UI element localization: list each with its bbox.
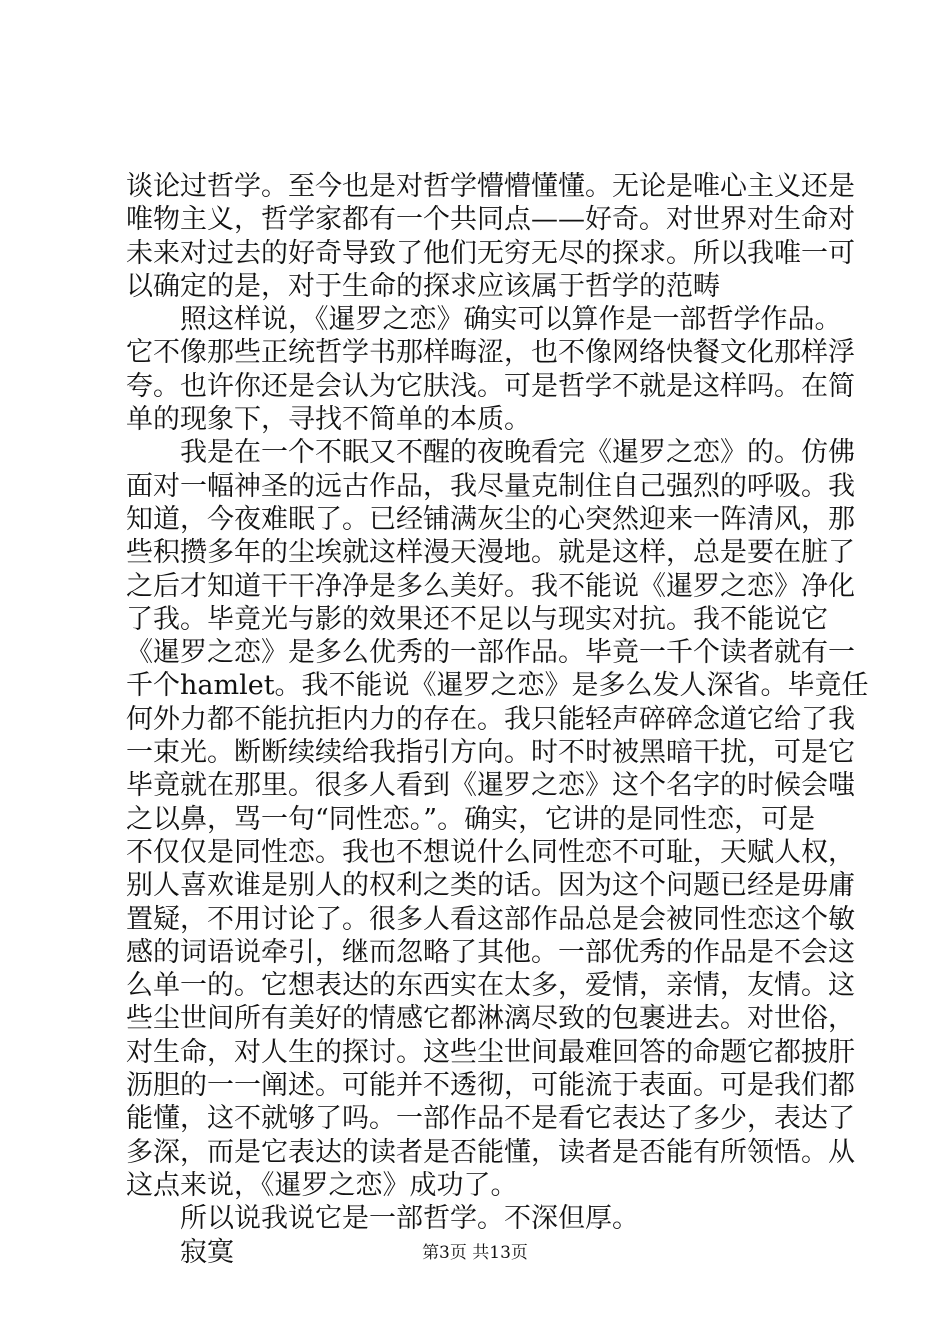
text-line: 置疑，不用讨论了。很多人看这部作品总是会被同性恋这个敏 [126,903,855,935]
text-line: 单的现象下，寻找不简单的本质。 [126,404,531,436]
text-line: 以确定的是，对于生命的探求应该属于哲学的范畴 [126,270,720,302]
text-line: 了我。毕竟光与影的效果还不足以与现实对抗。我不能说它 [126,603,828,635]
text-line: 之后才知道干干净净是多么美好。我不能说《暹罗之恋》净化 [126,570,855,602]
text-line: 何外力都不能抗拒内力的存在。我只能轻声碎碎念道它给了我 [126,703,855,735]
text-line: 对生命，对人生的探讨。这些尘世间最难回答的命题它都披肝 [126,1036,855,1068]
paragraph [126,170,855,303]
text-line: 毕竟就在那里。很多人看到《暹罗之恋》这个名字的时候会嗤 [126,770,855,802]
text-line: 《暹罗之恋》是多么优秀的一部作品。毕竟一千个读者就有一 [126,637,855,669]
text-line: 一束光。断断续续给我指引方向。时不时被黑暗干扰，可是它 [126,737,855,769]
page-footer: 第3页 共13页 [422,1243,528,1263]
paragraph [126,303,855,436]
text-line: 这点来说，《暹罗之恋》成功了。 [126,1169,518,1201]
text-line: 未来对过去的好奇导致了他们无穷无尽的探求。所以我唯一可 [126,237,855,269]
paragraph [126,436,869,1202]
document-body [126,170,869,1269]
text-line: 谈论过哲学。至今也是对哲学懵懵懂懂。无论是唯心主义还是 [126,171,855,202]
text-line: 沥胆的一一阐述。可能并不透彻，可能流于表面。可是我们都 [126,1070,855,1102]
text-line: 我是在一个不眠又不醒的夜晚看完《暹罗之恋》的。仿佛 [180,437,855,469]
paragraph [126,1202,833,1235]
text-line: 唯物主义，哲学家都有一个共同点——好奇。对世界对生命对 [126,204,855,236]
text-line: 些尘世间所有美好的情感它都淋漓尽致的包裹进去。对世俗， [126,1003,855,1035]
text-line: 感的词语说牵引，继而忽略了其他。一部优秀的作品是不会这 [126,936,855,968]
text-line: 么单一的。它想表达的东西实在太多，爱情，亲情，友情。这 [126,970,855,1002]
text-line: 它不像那些正统哲学书那样晦涩，也不像网络快餐文化那样浮 [126,337,855,369]
text-line: 之以鼻，骂一句“同性恋。”。确实，它讲的是同性恋，可是 [126,803,816,835]
text-line: 夸。也许你还是会认为它肤浅。可是哲学不就是这样吗。在简 [126,370,855,402]
text-line: 所以说我说它是一部哲学。不深但厚。 [180,1203,639,1235]
text-line: 多深，而是它表达的读者是否能懂，读者是否能有所领悟。从 [126,1136,855,1168]
text-line: 不仅仅是同性恋。我也不想说什么同性恋不可耻，天赋人权， [126,836,855,868]
text-line: 些积攒多年的尘埃就这样漫天漫地。就是这样，总是要在脏了 [126,537,855,569]
text-line: 能懂，这不就够了吗。一部作品不是看它表达了多少，表达了 [126,1103,855,1135]
text-line: 千个hamlet。我不能说《暹罗之恋》是多么发人深省。毕竟任 [126,670,869,702]
text-line: 照这样说，《暹罗之恋》确实可以算作是一部哲学作品。 [180,304,842,336]
text-line: 寂寞 [180,1236,234,1268]
text-line: 别人喜欢谁是别人的权利之类的话。因为这个问题已经是毋庸 [126,870,855,902]
text-line: 面对一幅神圣的远古作品，我尽量克制住自己强烈的呼吸。我 [126,470,855,502]
text-line: 知道，今夜难眠了。已经铺满灰尘的心突然迎来一阵清风，那 [126,503,855,535]
